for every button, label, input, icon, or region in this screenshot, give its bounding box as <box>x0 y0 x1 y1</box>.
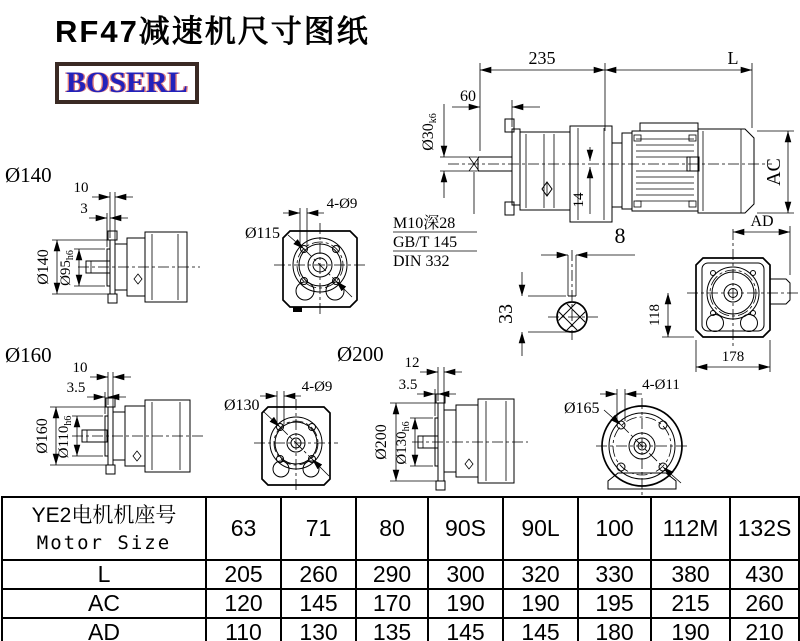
table-col-header: 63 <box>206 497 281 560</box>
table-cell: 205 <box>206 560 281 589</box>
table-cell: 190 <box>651 618 730 641</box>
table-header-row <box>2 497 799 560</box>
dim-shaft-dia: Ø30k6 <box>420 113 439 151</box>
table-row-label: AD <box>2 618 206 641</box>
dim-ad: AD <box>750 213 774 230</box>
dim-spigot-130: $Ø130_{h6}$ <box>394 421 412 465</box>
dim-235: 235 <box>528 48 556 68</box>
flange-140-label: Ø140 <box>5 163 52 187</box>
dim-10b: 10 <box>72 360 88 376</box>
table-row-AD <box>2 618 799 641</box>
table-cell: 110 <box>206 618 281 641</box>
table-col-header: 80 <box>356 497 428 560</box>
table-header-motor-size <box>2 497 206 560</box>
note-gbt145: GB/T 145 <box>393 234 458 251</box>
table-cell: 260 <box>730 589 799 618</box>
note-tap: M10深28 <box>393 215 456 232</box>
table-cell: 260 <box>281 560 356 589</box>
table-cell: 380 <box>651 560 730 589</box>
dim-14: 14 <box>571 192 587 208</box>
main-side-view <box>393 48 794 275</box>
table-row-L <box>2 560 799 589</box>
dim-outer-200: Ø200 <box>373 424 390 460</box>
dim-holes-4d9: 4-Ø9 <box>326 196 358 212</box>
shaft-key-section <box>495 223 635 356</box>
note-din332: DIN 332 <box>393 253 450 270</box>
dim-spigot-95: $Ø95_{h6}$ <box>58 250 76 286</box>
table-row-AC <box>2 589 799 618</box>
table-col-header: 132S <box>730 497 799 560</box>
dim-outer-160: Ø160 <box>34 418 51 454</box>
dim-35b: 3.5 <box>398 377 418 393</box>
table-cell: 330 <box>578 560 651 589</box>
flange-140-front-view <box>245 196 366 315</box>
flange-160-label: Ø160 <box>5 343 52 367</box>
dim-bc-130: Ø130 <box>224 397 260 414</box>
table-cell: 320 <box>503 560 578 589</box>
table-col-header: 90S <box>428 497 503 560</box>
dim-bc-165: Ø165 <box>564 400 600 417</box>
dim-l: L <box>727 48 739 68</box>
dim-60: 60 <box>460 88 476 105</box>
dim-holes-4d11: 4-Ø11 <box>642 377 680 393</box>
dim-35: 3.5 <box>66 380 86 396</box>
dim-spigot-110: $Ø110_{h6}$ <box>56 415 74 459</box>
table-cell: 120 <box>206 589 281 618</box>
dim-ac: AC <box>763 158 785 186</box>
table-cell: 195 <box>578 589 651 618</box>
flange-200-label: Ø200 <box>337 342 384 366</box>
dim-holes-4d9b: 4-Ø9 <box>301 379 333 395</box>
table-col-header: 100 <box>578 497 651 560</box>
table-header-en: Motor Size <box>36 531 172 554</box>
flange-200-front-view <box>224 342 384 493</box>
page-title: RF47减速机尺寸图纸 <box>55 14 370 49</box>
table-col-header: 71 <box>281 497 356 560</box>
table-cell: 430 <box>730 560 799 589</box>
table-cell: 145 <box>281 589 356 618</box>
table-cell: 170 <box>356 589 428 618</box>
table-cell: 130 <box>281 618 356 641</box>
table-cell: 145 <box>428 618 503 641</box>
table-cell: 300 <box>428 560 503 589</box>
logo-text: BOSERL <box>66 66 188 99</box>
table-cell: 190 <box>503 589 578 618</box>
dim-10: 10 <box>73 180 89 196</box>
dimension-table <box>1 496 800 641</box>
table-cell: 135 <box>356 618 428 641</box>
table-row-label: L <box>2 560 206 589</box>
dim-178: 178 <box>721 349 745 365</box>
table-cell: 190 <box>428 589 503 618</box>
dim-3: 3 <box>80 201 88 217</box>
dim-118: 118 <box>647 304 663 326</box>
flange-200-side-view <box>373 355 528 490</box>
table-col-header: 112M <box>651 497 730 560</box>
table-cell: 290 <box>356 560 428 589</box>
table-cell: 215 <box>651 589 730 618</box>
flange-140-side-view <box>5 163 200 303</box>
table-cell: 145 <box>503 618 578 641</box>
dim-bc-115: Ø115 <box>245 225 280 242</box>
rear-view <box>647 229 798 372</box>
dim-33: 33 <box>495 304 517 324</box>
dim-outer-140: Ø140 <box>35 249 52 285</box>
table-header-cn: YE2电机机座号 <box>31 503 177 527</box>
dim-12: 12 <box>404 355 420 371</box>
table-row-label: AC <box>2 589 206 618</box>
flange-160-side-view <box>5 343 205 474</box>
motor-flange-front-view <box>564 377 690 495</box>
table-cell: 210 <box>730 618 799 641</box>
table-cell: 180 <box>578 618 651 641</box>
dim-key-width: 8 <box>614 223 626 248</box>
table-col-header: 90L <box>503 497 578 560</box>
